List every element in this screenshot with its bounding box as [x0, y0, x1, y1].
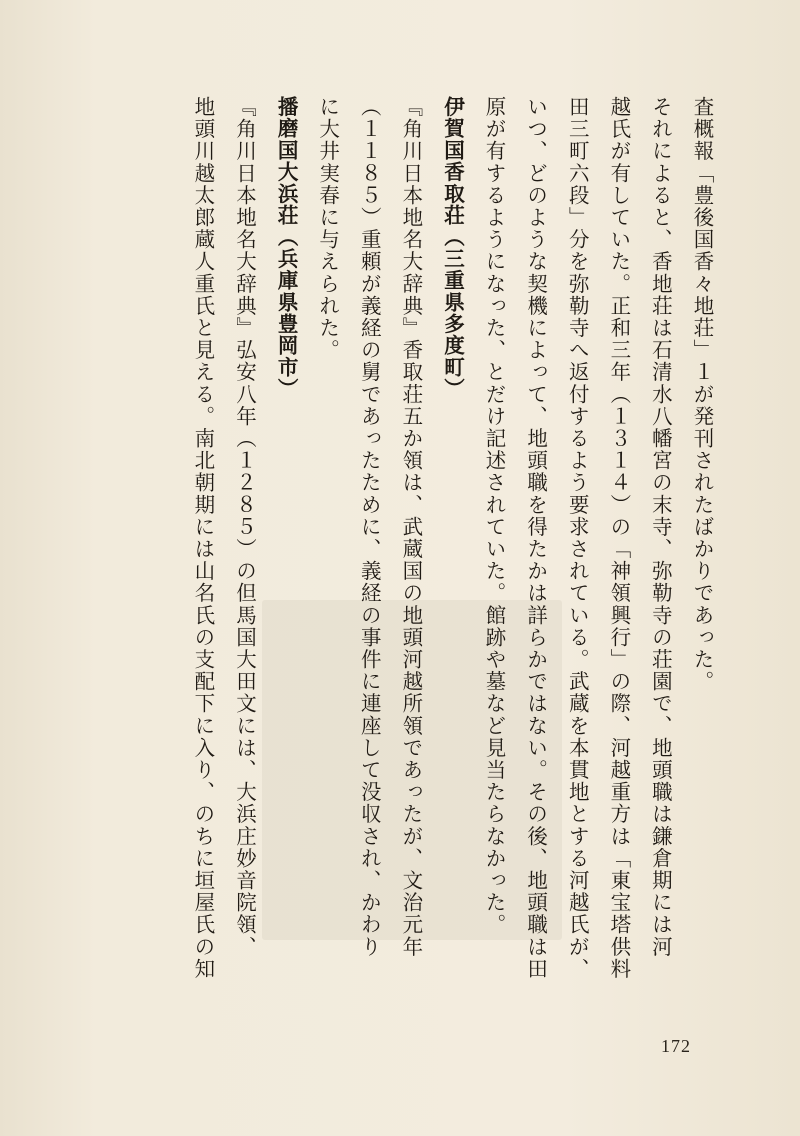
section-heading-iga: 伊賀国香取荘（三重県多度町）	[440, 96, 465, 400]
vertical-text-block	[181, 96, 722, 1016]
text-line: （１１８５）重頼が義経の舅であったために、義経の事件に連座して没収され、かわり	[357, 96, 382, 958]
text-line: それによると、香地荘は石清水八幡宮の末寺、弥勒寺の荘園で、地頭職は鎌倉期には河	[648, 96, 673, 958]
text-line: 『角川日本地名大辞典』香取荘五か領は、武蔵国の地頭河越所領であったが、文治元年	[398, 96, 423, 958]
text-line: 原が有するようになった、とだけ記述されていた。館跡や墓など見当たらなかった。	[482, 96, 507, 936]
text-line: 越氏が有していた。正和三年（１３１４）の「神領興行」の際、河越重方は「東宝塔供料	[606, 96, 631, 980]
text-line: 田三町六段」分を弥勒寺へ返付するよう要求されている。武蔵を本貫地とする河越氏が、	[565, 96, 590, 980]
page-number: 172	[661, 1036, 691, 1056]
text-line: に大井実春に与えられた。	[315, 96, 340, 362]
text-line: 『角川日本地名大辞典』弘安八年（１２８５）の但馬国大田文には、大浜庄妙音院領、	[232, 96, 257, 958]
text-line: 地頭川越太郎蔵人重氏と見える。南北朝期には山名氏の支配下に入り、のちに垣屋氏の知	[190, 96, 215, 980]
text-line: いつ、どのような契機によって、地頭職を得たかは詳らかではない。その後、地頭職は田	[523, 96, 548, 980]
section-heading-harima: 播磨国大浜荘（兵庫県豊岡市）	[274, 96, 299, 400]
text-line: 査概報「豊後国香々地荘」１が発刊されたばかりであった。	[690, 96, 714, 693]
